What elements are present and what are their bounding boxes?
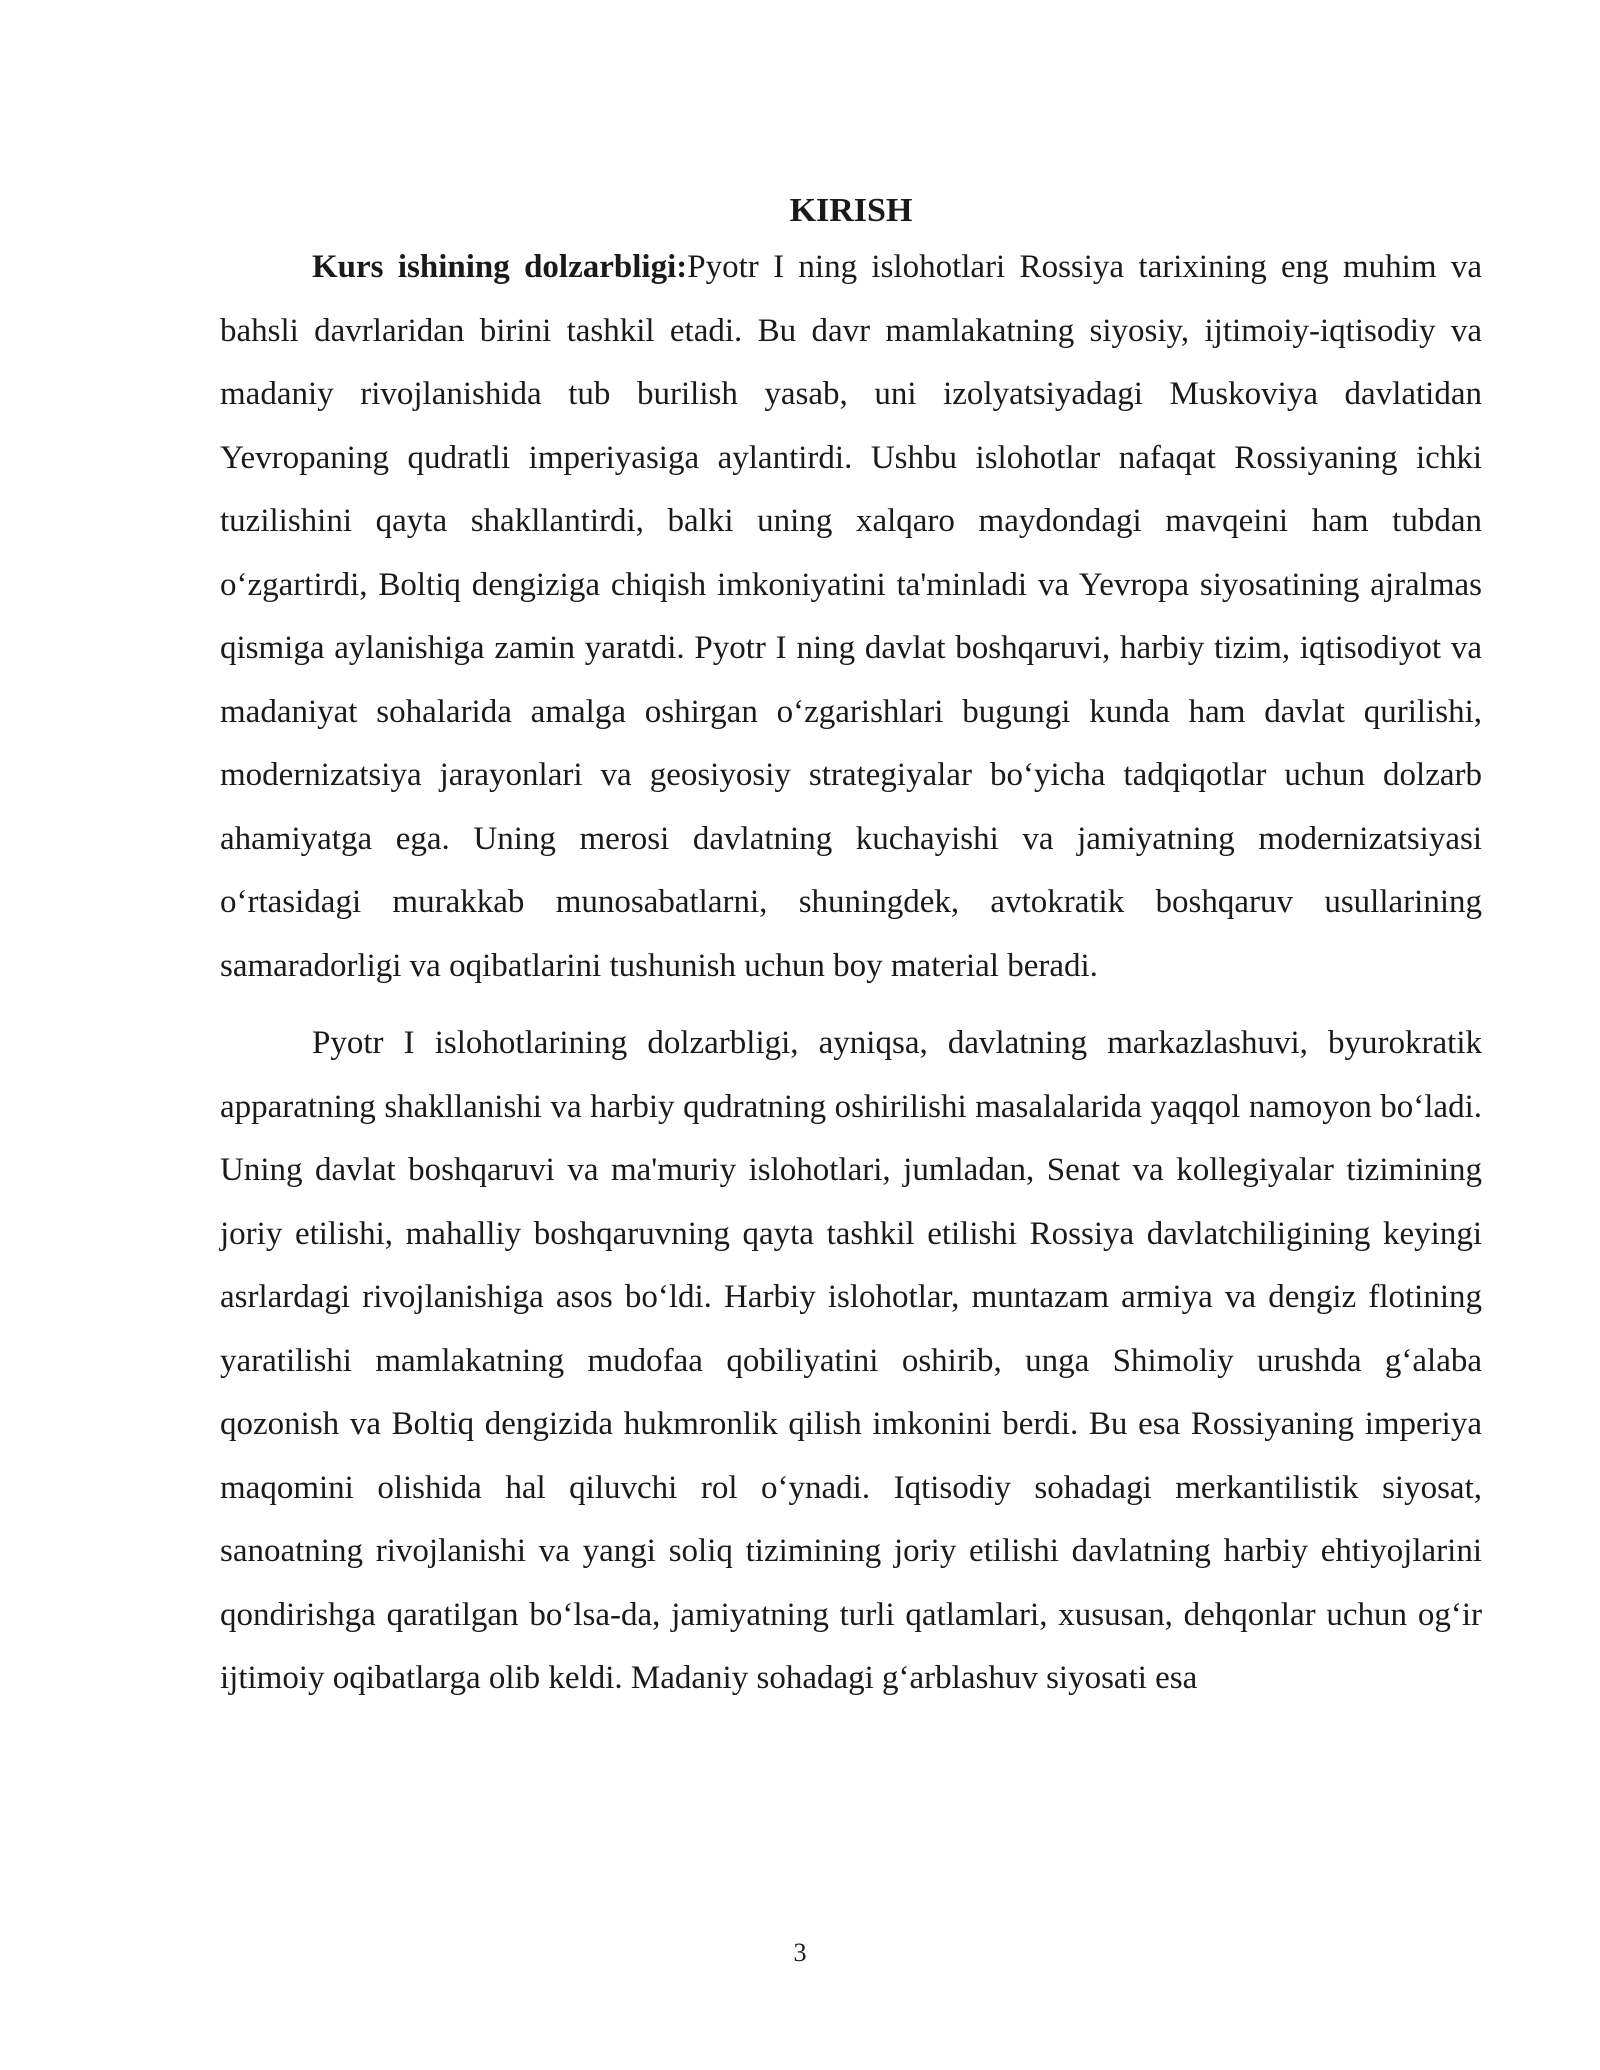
page-number: 3 (793, 1938, 807, 1967)
paragraph-lead: Kurs ishining dolzarbligi: (312, 249, 688, 285)
section-heading: KIRISH (789, 192, 913, 229)
document-page (220, 186, 1482, 1711)
paragraph-text: Pyotr I ning islohotlari Rossiya tarixining eng muhim va bahsli davrlaridan birini tashkil etadi. Bu davr mamlakatning siyosiy, ijtimoiy-iqtisodiy va madaniy rivojlanishida tub burilish yasab, uni izolyatsiyadagi Muskoviya davlatidan Yevropaning qudratli imperiyasiga aylantirdi. Ushbu islohotlar nafaqat Rossiyaning ichki tuzilishini qayta shakllantirdi, balki uning xalqaro maydondagi mavqeini ham tubdan o‘zgartirdi, Boltiq dengiziga chiqish imkoniyatini ta'minladi va Yevropa siyosatining ajralmas qismiga aylanishiga zamin yaratdi. Pyotr I ning davlat boshqaruvi, harbiy tizim, iqtisodiyot va madaniyat sohalarida amalga oshirgan o‘zgarishlari bugungi kunda ham davlat qurilishi, modernizatsiya jarayonlari va geosiyosiy strategiyalar bo‘yicha tadqiqotlar uchun dolzarb ahamiyatga ega. Uning merosi davlatning kuchayishi va jamiyatning modernizatsiyasi o‘rtasidagi murakkab munosabatlarni, shuningdek, avtokratik boshqaruv usullarining samaradorligi va oqibatlarini tushunish uchun boy material beradi. (220, 249, 1482, 984)
paragraph-relevance (220, 236, 1482, 998)
paragraph-text: Pyotr I islohotlarining dolzarbligi, ayniqsa, davlatning markazlashuvi, byurokratik apparatning shakllanishi va harbiy qudratning oshirilishi masalalarida yaqqol namoyon bo‘ladi. Uning davlat boshqaruvi va ma'muriy islohotlari, jumladan, Senat va kollegiyalar tizimining joriy etilishi, mahalliy boshqaruvning qayta tashkil etilishi Rossiya davlatchiligining keyingi asrlardagi rivojlanishiga asos bo‘ldi. Harbiy islohotlar, muntazam armiya va dengiz flotining yaratilishi mamlakatning mudofaa qobiliyatini oshirib, unga Shimoliy urushda g‘alaba qozonish va Boltiq dengizida hukmronlik qilish imkonini berdi. Bu esa Rossiyaning imperiya maqomini olishida hal qiluvchi rol o‘ynadi. Iqtisodiy sohadagi merkantilistik siyosat, sanoatning rivojlanishi va yangi soliq tizimining joriy etilishi davlatning harbiy ehtiyojlarini qondirishga qaratilgan bo‘lsa-da, jamiyatning turli qatlamlari, xususan, dehqonlar uchun og‘ir ijtimoiy oqibatlarga olib keldi. Madaniy sohadagi g‘arblashuv siyosati esa (220, 1025, 1482, 1696)
paragraph-reforms (220, 1012, 1482, 1711)
